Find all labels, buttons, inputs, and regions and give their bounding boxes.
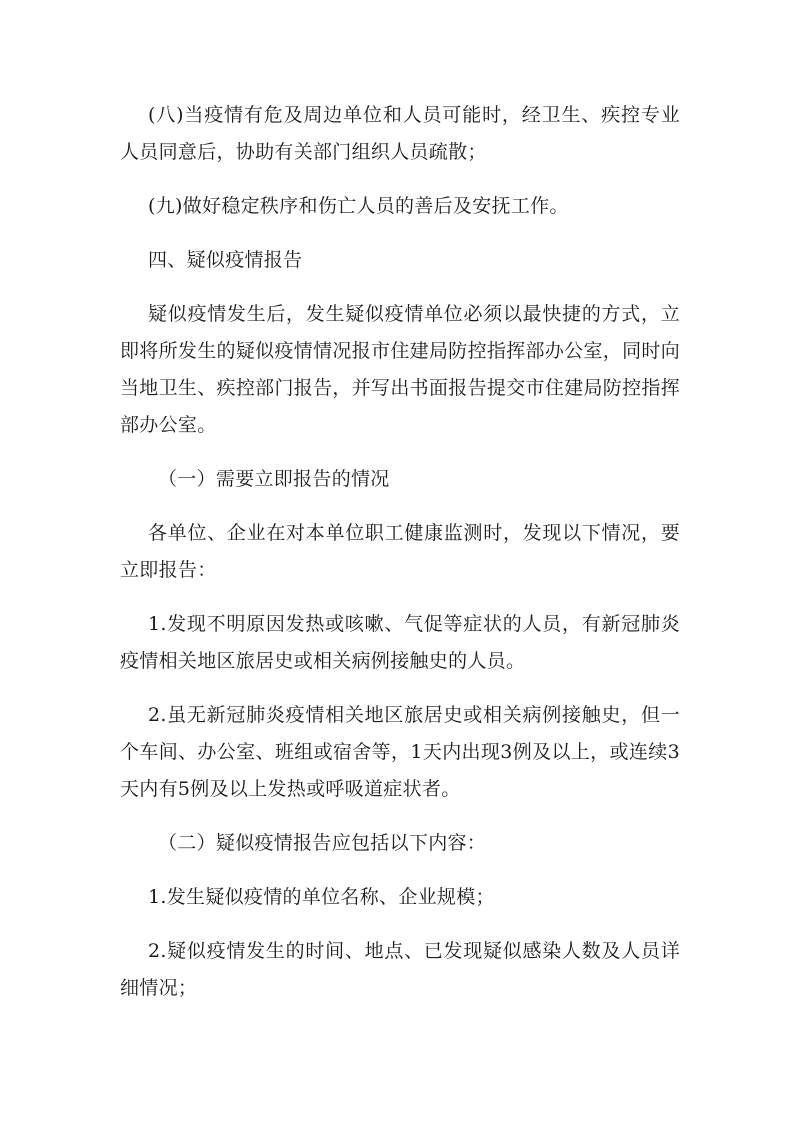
list-item-condition-2: 2.虽无新冠肺炎疫情相关地区旅居史或相关病例接触史，但一个车间、办公室、班组或宿舍等，1天内出现3例及以上，或连续3天内有5例及以上发热或呼吸道症状者。 xyxy=(120,704,680,800)
list-item-content-2: 2.疑似疫情发生的时间、地点、已发现疑似感染人数及人员详细情况； xyxy=(120,940,680,999)
subheading-immediate-report: （一）需要立即报告的情况 xyxy=(158,468,390,490)
paragraph-item-8: (八)当疫情有危及周边单位和人员可能时，经卫生、疾控专业人员同意后，协助有关部门组织人员疏散； xyxy=(120,104,680,163)
list-item-content-1: 1.发生疑似疫情的单位名称、企业规模； xyxy=(148,886,495,908)
subheading-report-contents: （二）疑似疫情报告应包括以下内容： xyxy=(158,832,487,854)
paragraph-monitoring: 各单位、企业在对本单位职工健康监测时，发现以下情况，要立即报告： xyxy=(120,522,680,581)
paragraph-item-9: (九)做好稳定秩序和伤亡人员的善后及安抚工作。 xyxy=(148,195,569,217)
document-body xyxy=(120,97,680,1007)
section-heading-suspected-report: 四、疑似疫情报告 xyxy=(148,249,303,271)
list-item-condition-1: 1.发现不明原因发热或咳嗽、气促等症状的人员，有新冠肺炎疫情相关地区旅居史或相关病例接触史的人员。 xyxy=(120,613,680,672)
paragraph-report-procedure: 疑似疫情发生后，发生疑似疫情单位必须以最快捷的方式，立即将所发生的疑似疫情情况报市住建局防控指挥部办公室，同时向当地卫生、疾控部门报告，并写出书面报告提交市住建局防控指挥部办公室。 xyxy=(120,303,680,436)
